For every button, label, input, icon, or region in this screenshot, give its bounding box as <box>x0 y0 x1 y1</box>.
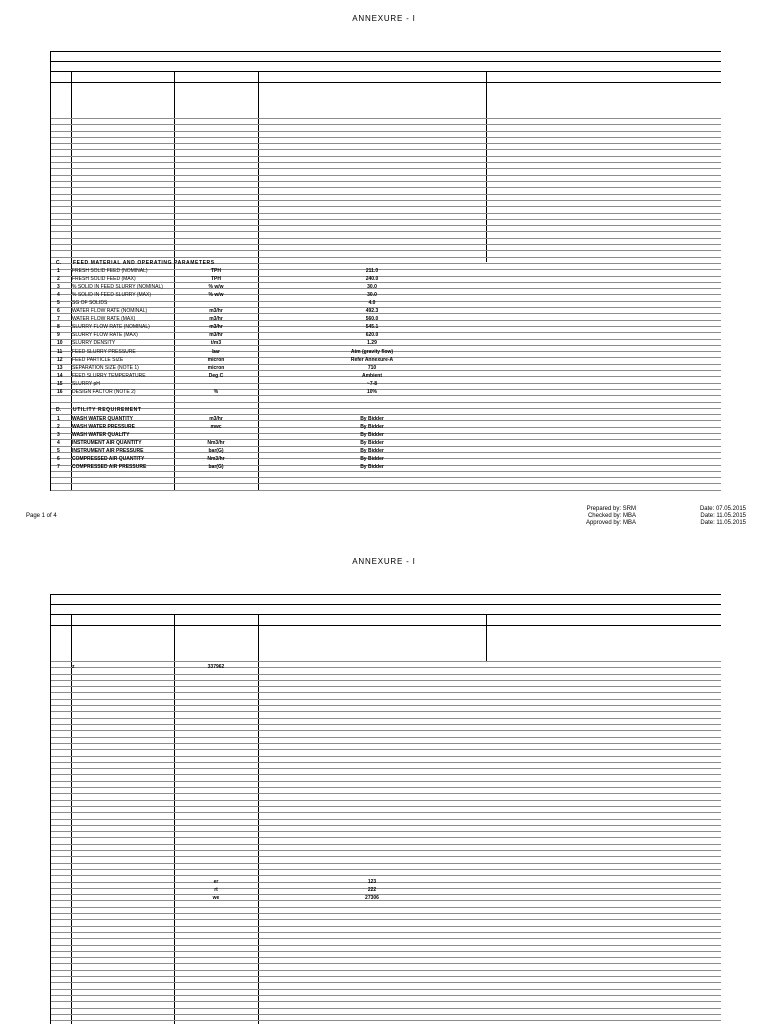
row-number: 4 <box>57 292 60 299</box>
row-number: 13 <box>57 364 63 371</box>
row-description: FRESH SOLID FEED (NOMINAL) <box>72 268 148 274</box>
table-gridline <box>51 963 721 964</box>
row-description: WATER FLOW RATE (NOMINAL) <box>72 308 148 315</box>
table-gridline <box>51 926 721 927</box>
row-number: 7 <box>57 464 60 471</box>
table-gridline <box>51 408 721 409</box>
row-value: By Bidder <box>360 424 384 431</box>
row-number: 3 <box>57 432 60 439</box>
row-description: SEPARATION SIZE (NOTE 1) <box>72 364 139 371</box>
table-gridline <box>51 124 721 125</box>
row-description: INSTRUMENT AIR PRESSURE <box>72 448 144 455</box>
table-gridline <box>51 863 721 864</box>
table-gridline <box>51 200 721 201</box>
page2-row-unit: rt <box>214 887 218 893</box>
row-description: SLURRY FLOW RATE (MAX) <box>72 332 138 339</box>
row-description: SLURRY pH <box>72 380 100 387</box>
row-description: SLURRY DENSITY <box>72 340 116 347</box>
table-gridline <box>51 711 721 712</box>
row-number: 14 <box>57 372 63 379</box>
section-d-heading: UTILITY REQUIREMENT <box>73 407 142 413</box>
row-unit: bar(G) <box>208 448 224 455</box>
table-gridline <box>51 970 721 971</box>
table-gridline <box>51 257 721 258</box>
row-number: 5 <box>57 448 60 455</box>
annexure-table-page-2 <box>50 594 721 1024</box>
table-gridline <box>51 625 721 626</box>
prepared-date: Date: 07.05.2015 <box>699 506 746 512</box>
page-title-2: ANNEXURE - I <box>352 557 416 566</box>
table-gridline <box>51 244 721 245</box>
row-number: 6 <box>57 308 60 315</box>
section-c-heading: FEED MATERIAL AND OPERATING PARAMETERS <box>73 260 215 266</box>
table-gridline <box>51 762 721 763</box>
row-description: WASH WATER QUANTITY <box>72 416 134 422</box>
table-gridline <box>51 131 721 132</box>
row-value: By Bidder <box>360 416 384 422</box>
table-gridline <box>51 477 721 478</box>
row-unit: m3/hr <box>209 308 223 315</box>
table-gridline <box>51 149 721 150</box>
page2-row-desc: z <box>72 664 75 670</box>
table-gridline <box>51 402 721 403</box>
table-gridline <box>51 837 721 838</box>
table-gridline <box>51 819 721 820</box>
row-number: 1 <box>57 416 60 422</box>
row-value: By Bidder <box>360 464 384 471</box>
table-gridline <box>51 781 721 782</box>
checked-by: Checked by: MBA <box>587 513 636 519</box>
table-gridline <box>51 1008 721 1009</box>
table-gridline <box>51 213 721 214</box>
row-value: 710 <box>367 364 377 371</box>
row-number: 15 <box>57 380 63 387</box>
row-description: SG OF SOLIDS <box>72 300 108 307</box>
row-number: 10 <box>57 340 63 347</box>
row-value: Atm (gravity flow) <box>350 348 394 355</box>
row-value: By Bidder <box>360 432 384 439</box>
row-value: 240.0 <box>365 276 379 283</box>
table-gridline <box>51 692 721 693</box>
row-value: By Bidder <box>360 456 384 463</box>
table-gridline <box>51 414 721 415</box>
table-gridline <box>51 724 721 725</box>
row-unit: % w/w <box>208 292 224 299</box>
table-gridline <box>51 989 721 990</box>
page-number: Page 1 of 4 <box>26 513 57 519</box>
table-gridline <box>51 181 721 182</box>
row-unit: t/m3 <box>210 340 222 347</box>
table-gridline <box>51 907 721 908</box>
table-gridline <box>51 1001 721 1002</box>
table-gridline <box>51 806 721 807</box>
row-description: % SOLID IN FEED SLURRY (NOMINAL) <box>72 284 163 291</box>
table-gridline <box>51 938 721 939</box>
row-value: 545.1 <box>365 324 379 331</box>
row-unit: TPH <box>211 268 221 274</box>
row-unit: % <box>213 388 219 395</box>
page2-row-value: 222 <box>367 887 377 893</box>
table-gridline <box>51 604 721 605</box>
row-number: 16 <box>57 388 63 395</box>
table-gridline <box>51 143 721 144</box>
table-gridline <box>51 957 721 958</box>
row-unit: micron <box>207 356 225 363</box>
row-value: 620.0 <box>365 332 379 339</box>
table-gridline <box>51 250 721 251</box>
table-gridline <box>51 730 721 731</box>
table-gridline <box>51 614 721 615</box>
row-unit: m3/hr <box>209 332 223 339</box>
row-value: 1.29 <box>367 340 377 347</box>
table-gridline <box>51 61 721 62</box>
row-value: 560.0 <box>365 316 379 323</box>
table-gridline <box>51 869 721 870</box>
row-number: 8 <box>57 324 60 331</box>
row-unit: mwc <box>210 424 222 431</box>
row-value: 10% <box>366 388 377 395</box>
table-gridline <box>51 951 721 952</box>
table-gridline <box>51 667 721 668</box>
table-gridline <box>51 932 721 933</box>
table-gridline <box>51 194 721 195</box>
row-number: 6 <box>57 456 60 463</box>
table-gridline <box>51 812 721 813</box>
table-gridline <box>51 875 721 876</box>
row-unit: Nm3/hr <box>207 456 225 463</box>
approved-by: Approved by: MBA <box>585 520 636 526</box>
table-gridline <box>51 743 721 744</box>
table-gridline <box>51 705 721 706</box>
row-value: Refer Annexure-A <box>350 356 394 363</box>
row-description: FEED SLURRY TEMPERATURE <box>72 372 146 379</box>
row-description: WATER FLOW RATE (MAX) <box>72 316 136 323</box>
table-gridline <box>51 680 721 681</box>
table-gridline <box>51 594 721 595</box>
table-gridline <box>51 137 721 138</box>
row-description: FEED PARTICLE SIZE <box>72 356 124 363</box>
row-number: 5 <box>57 300 60 307</box>
table-gridline <box>51 982 721 983</box>
checked-date: Date: 11.05.2015 <box>700 513 746 519</box>
table-gridline <box>51 661 721 662</box>
table-gridline <box>51 768 721 769</box>
table-gridline <box>51 756 721 757</box>
table-gridline <box>51 850 721 851</box>
row-unit: m3/hr <box>209 324 223 331</box>
row-value: By Bidder <box>360 440 384 447</box>
row-unit: m3/hr <box>209 416 223 422</box>
table-gridline <box>51 1014 721 1015</box>
row-unit: Nm3/hr <box>207 440 225 447</box>
table-gridline <box>51 844 721 845</box>
row-unit: bar <box>212 348 220 355</box>
table-gridline <box>51 490 721 491</box>
table-gridline <box>51 156 721 157</box>
row-value: 30.0 <box>367 292 377 299</box>
row-unit: Deg C <box>208 372 224 379</box>
table-gridline <box>51 82 721 83</box>
table-gridline <box>51 168 721 169</box>
table-gridline <box>51 231 721 232</box>
table-gridline <box>51 913 721 914</box>
table-gridline <box>51 699 721 700</box>
table-gridline <box>51 787 721 788</box>
table-gridline <box>51 976 721 977</box>
row-description: WASH WATER PRESSURE <box>72 424 135 431</box>
table-gridline <box>51 162 721 163</box>
table-gridline <box>51 238 721 239</box>
table-gridline <box>51 831 721 832</box>
table-gridline <box>51 175 721 176</box>
table-gridline <box>51 800 721 801</box>
row-number: 1 <box>57 268 60 274</box>
row-value: Ambient <box>362 372 382 379</box>
table-gridline <box>51 219 721 220</box>
table-gridline <box>51 919 721 920</box>
table-gridline <box>51 51 721 52</box>
table-gridline <box>51 774 721 775</box>
row-description: FRESH SOLID FEED (MAX) <box>72 276 136 283</box>
row-description: DESIGN FACTOR (NOTE 2) <box>72 388 136 395</box>
row-number: 2 <box>57 276 60 283</box>
row-description: % SOLID IN FEED SLURRY (MAX) <box>72 292 151 299</box>
table-gridline <box>51 483 721 484</box>
table-gridline <box>51 995 721 996</box>
row-description: SLURRY FLOW RATE (NOMINAL) <box>72 324 150 331</box>
row-value: ~7-8 <box>366 380 378 387</box>
table-gridline <box>51 945 721 946</box>
row-value: 211.0 <box>365 268 379 274</box>
row-unit: % w/w <box>208 284 224 291</box>
page2-row-unit: er <box>213 879 219 885</box>
table-gridline <box>51 856 721 857</box>
row-number: 2 <box>57 424 60 431</box>
row-value: 492.3 <box>365 308 379 315</box>
row-number: 7 <box>57 316 60 323</box>
row-value: 30.0 <box>367 284 377 291</box>
page2-row-value: 123 <box>367 879 377 885</box>
table-gridline <box>51 187 721 188</box>
row-unit: bar(G) <box>208 464 224 471</box>
row-number: 9 <box>57 332 60 339</box>
table-gridline <box>51 825 721 826</box>
row-number: 3 <box>57 284 60 291</box>
table-gridline <box>51 674 721 675</box>
prepared-by: Prepared by: SRM <box>586 506 636 512</box>
page-title: ANNEXURE - I <box>352 14 416 23</box>
row-description: INSTRUMENT AIR QUANTITY <box>72 440 142 447</box>
table-gridline <box>51 1020 721 1021</box>
row-unit: micron <box>207 364 225 371</box>
section-c-letter: C. <box>56 260 61 266</box>
table-gridline <box>51 793 721 794</box>
approved-date: Date: 11.05.2015 <box>700 520 746 526</box>
page2-row-unit: we <box>212 895 220 901</box>
row-number: 11 <box>57 348 63 355</box>
row-description: COMPRESSED AIR PRESSURE <box>72 464 147 471</box>
table-gridline <box>51 737 721 738</box>
page2-row-unit: 337962 <box>207 664 225 670</box>
page2-row-value: 27306 <box>365 895 379 901</box>
row-description: FEED SLURRY PRESSURE <box>72 348 136 355</box>
section-d-letter: D. <box>56 407 61 413</box>
table-gridline <box>51 686 721 687</box>
row-number: 4 <box>57 440 60 447</box>
row-description: WASH WATER QUALITY <box>72 432 130 439</box>
table-gridline <box>51 206 721 207</box>
row-unit: TPH <box>211 276 221 283</box>
table-gridline <box>51 71 721 72</box>
table-gridline <box>51 118 721 119</box>
row-value: 4.0 <box>368 300 376 307</box>
row-value: By Bidder <box>360 448 384 455</box>
row-description: COMPRESSED AIR QUANTITY <box>72 456 145 463</box>
row-number: 12 <box>57 356 63 363</box>
table-gridline <box>51 718 721 719</box>
table-gridline <box>51 225 721 226</box>
row-unit: m3/hr <box>209 316 223 323</box>
table-gridline <box>51 749 721 750</box>
